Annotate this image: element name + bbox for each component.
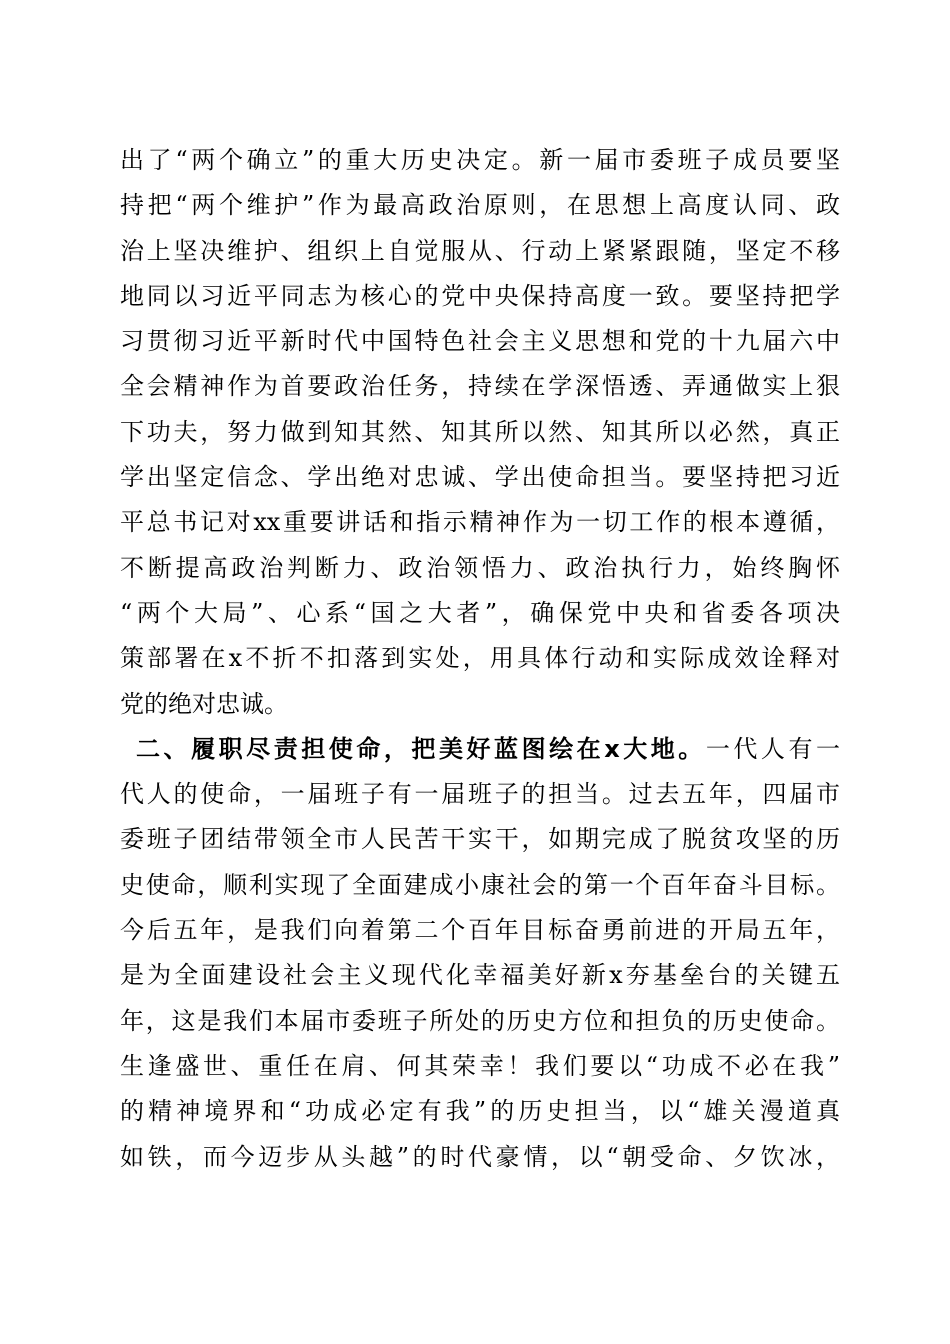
text-line: 的精神境界和“功成必定有我”的历史担当，以“雄关漫道真: [120, 1097, 840, 1126]
section-heading: 二、履职尽责担使命，把美好蓝图绘在x大地。: [136, 734, 706, 763]
text-line: 年，这是我们本届市委班子所处的历史方位和担负的历史使命。: [120, 1006, 840, 1035]
text-line: 党的绝对忠诚。: [120, 689, 288, 718]
text-line: 出了“两个确立”的重大历史决定。新一届市委班子成员要坚: [120, 146, 840, 174]
heading-line-rest: 一代人有一: [705, 734, 841, 763]
text-line: 是为全面建设社会主义现代化幸福美好新x夯基垒台的关键五: [120, 961, 840, 990]
heading-line: [120, 727, 840, 772]
text-line: 平总书记对xx重要讲话和指示精神作为一切工作的根本遵循，: [120, 508, 840, 537]
paragraph-2: [120, 727, 840, 1180]
text-line: 策部署在x不折不扣落到实处，用具体行动和实际成效诠释对: [120, 644, 840, 673]
text-line: 下功夫，努力做到知其然、知其所以然、知其所以必然，真正: [120, 417, 840, 446]
text-line: 学出坚定信念、学出绝对忠诚、学出使命担当。要坚持把习近: [120, 463, 840, 492]
text-line: 史使命，顺利实现了全面建成小康社会的第一个百年奋斗目标。: [120, 870, 840, 899]
paragraph-1: [120, 138, 840, 727]
text-line: 地同以习近平同志为核心的党中央保持高度一致。要坚持把学: [120, 281, 840, 310]
text-line: 习贯彻习近平新时代中国特色社会主义思想和党的十九届六中: [120, 327, 840, 356]
text-line: 如铁，而今迈步从头越”的时代豪情，以“朝受命、夕饮冰，: [120, 1142, 840, 1171]
text-line: 生逢盛世、重任在肩、何其荣幸！我们要以“功成不必在我”: [120, 1051, 840, 1080]
text-line: 不断提高政治判断力、政治领悟力、政治执行力，始终胸怀: [120, 553, 840, 582]
text-line: 全会精神作为首要政治任务，持续在学深悟透、弄通做实上狠: [120, 372, 840, 401]
text-line: 委班子团结带领全市人民苦干实干，如期完成了脱贫攻坚的历: [120, 825, 840, 854]
text-line: 代人的使命，一届班子有一届班子的担当。过去五年，四届市: [120, 780, 840, 809]
text-line: 持把“两个维护”作为最高政治原则，在思想上高度认同、政: [120, 191, 840, 220]
body-text: [120, 138, 840, 1180]
text-line: 今后五年，是我们向着第二个百年目标奋勇前进的开局五年，: [120, 916, 840, 945]
text-line: 治上坚决维护、组织上自觉服从、行动上紧紧跟随，坚定不移: [120, 236, 840, 265]
text-line: “两个大局”、心系“国之大者”，确保党中央和省委各项决: [120, 598, 840, 627]
